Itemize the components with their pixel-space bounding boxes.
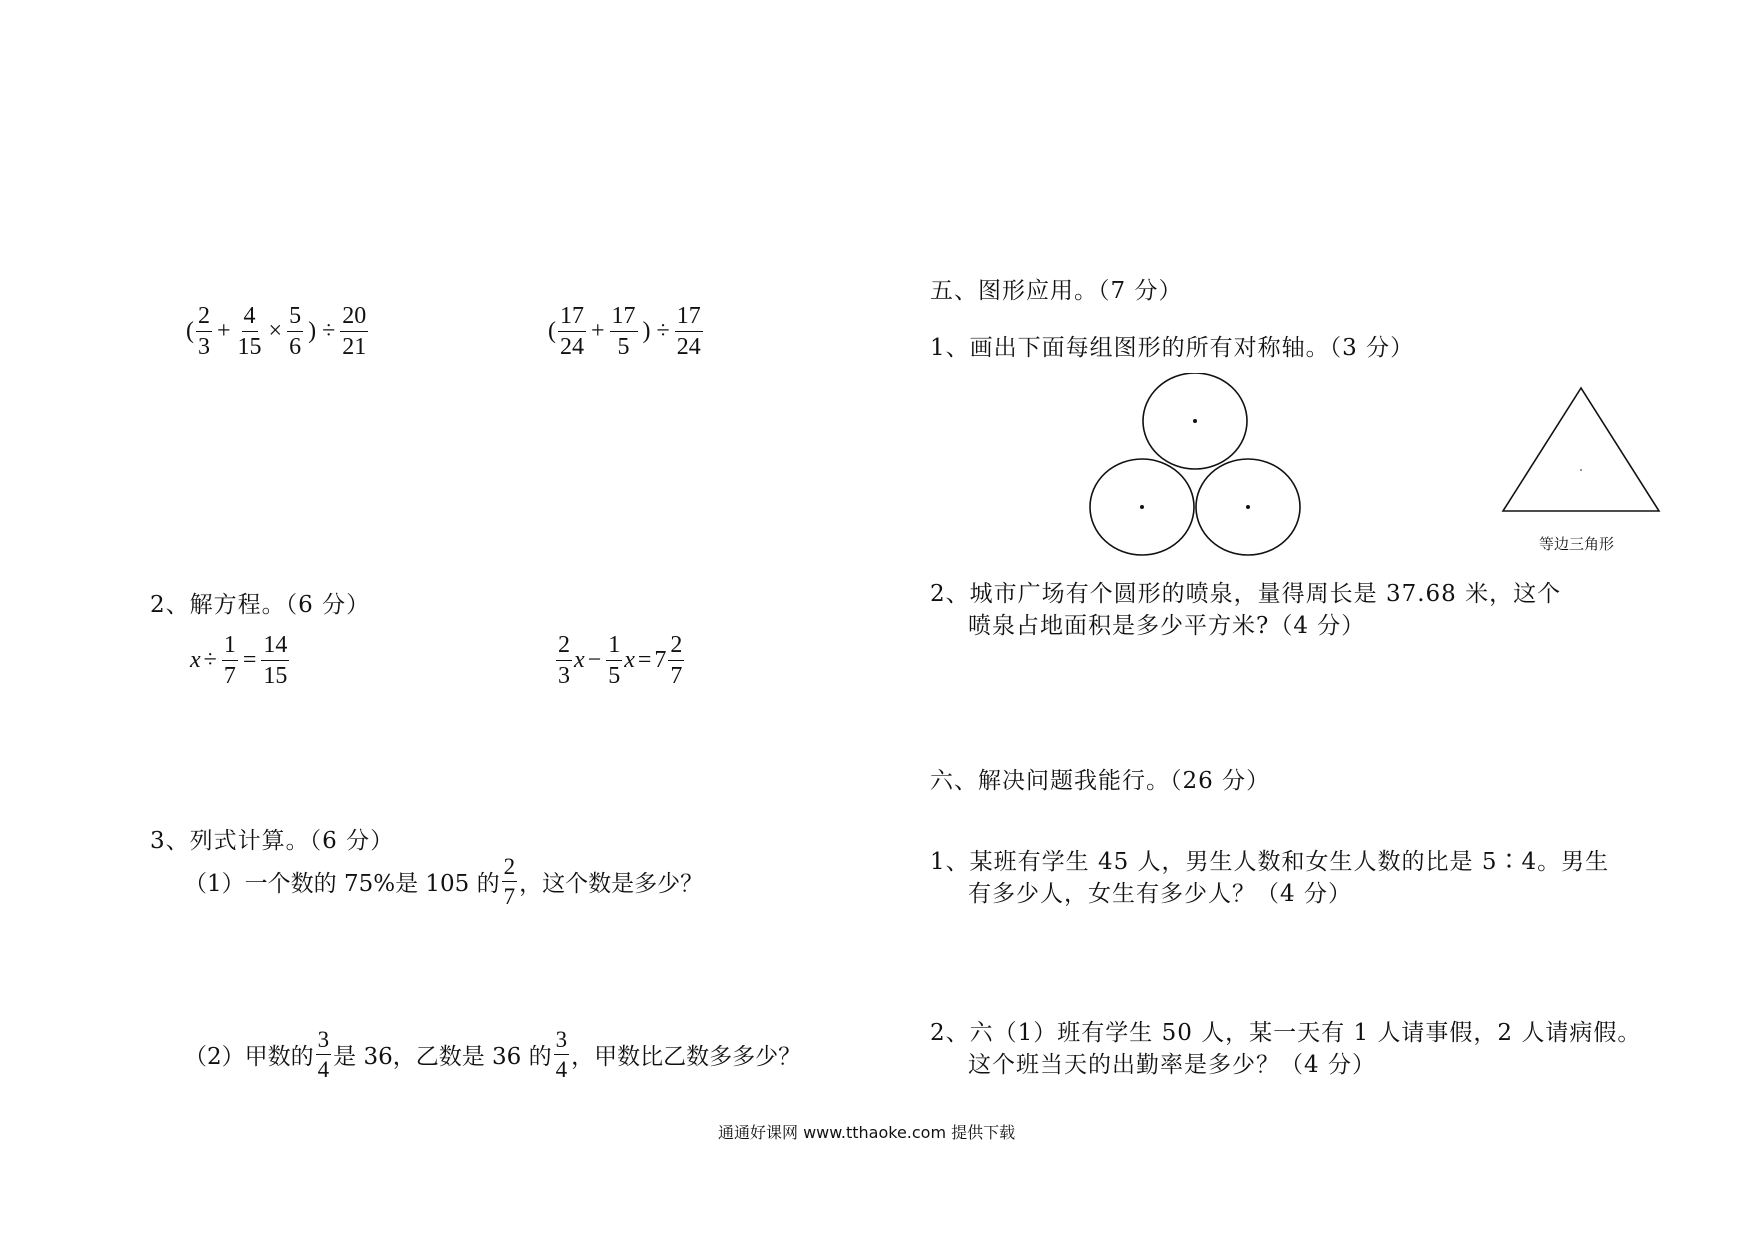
numerator: 17	[558, 304, 586, 332]
section6-title: 六、解决问题我能行。（26 分）	[930, 768, 1271, 794]
section5-title: 五、图形应用。（7 分）	[930, 278, 1183, 304]
question-text: 是 36，乙数是 36 的	[333, 1044, 552, 1070]
equation-2	[554, 633, 686, 688]
expression-2	[548, 304, 705, 359]
operator: ) ÷	[308, 318, 336, 344]
operator: =	[637, 647, 652, 673]
denominator: 24	[676, 334, 701, 360]
section6-question-1-line-2: 有多少人，女生有多少人？（4 分）	[968, 881, 1352, 907]
denominator: 6	[289, 334, 302, 360]
question-text: （1）一个数的 75%是 105 的	[184, 871, 500, 897]
numerator: 1	[222, 633, 238, 661]
fraction	[554, 1028, 570, 1081]
fraction	[236, 304, 264, 359]
operator: ) ÷	[642, 318, 670, 344]
fraction	[668, 633, 684, 688]
denominator: 15	[263, 663, 288, 689]
operator: +	[217, 318, 231, 344]
denominator: 7	[503, 884, 516, 909]
fraction	[610, 304, 638, 359]
denominator: 21	[342, 334, 367, 360]
question-text: ，甲数比乙数多多少？	[571, 1044, 802, 1070]
fraction	[502, 855, 518, 908]
paren: (	[186, 318, 194, 344]
denominator: 5	[608, 663, 621, 689]
question-text: （2）甲数的	[184, 1044, 314, 1070]
numerator: 4	[242, 304, 258, 332]
triangle-caption: 等边三角形	[1539, 535, 1615, 553]
triangle-shape	[1503, 388, 1659, 511]
denominator: 4	[555, 1057, 568, 1082]
numerator: 1	[606, 633, 622, 661]
section3-question-1	[184, 855, 703, 908]
equation-1	[190, 633, 291, 688]
center-dot	[1193, 419, 1197, 423]
question-text: ，这个数是多少？	[519, 871, 704, 897]
variable: x	[574, 647, 585, 673]
numerator: 3	[554, 1028, 570, 1055]
variable: x	[624, 647, 635, 673]
fraction	[287, 304, 303, 359]
denominator: 7	[670, 663, 683, 689]
fraction	[675, 304, 703, 359]
fraction	[606, 633, 622, 688]
numerator: 14	[261, 633, 289, 661]
section5-question-2-line-2: 喷泉占地面积是多少平方米?（4 分）	[968, 613, 1366, 639]
denominator: 24	[560, 334, 584, 360]
operator: ÷	[203, 647, 217, 673]
whole-number: 7	[654, 647, 667, 673]
center-dot	[1580, 469, 1582, 471]
denominator: 15	[237, 334, 262, 360]
fraction	[222, 633, 238, 688]
numerator: 5	[287, 304, 303, 332]
section6-question-1-line-1: 1、某班有学生 45 人，男生人数和女生人数的比是 5∶4。男生	[930, 849, 1610, 875]
fraction	[316, 1028, 332, 1081]
footer-credit: 通通好课网 www.tthaoke.com 提供下载	[718, 1123, 1016, 1142]
section3-question-2	[184, 1028, 801, 1081]
numerator: 17	[610, 304, 638, 332]
fraction	[340, 304, 368, 359]
denominator: 4	[317, 1057, 330, 1082]
variable: x	[190, 647, 201, 673]
denominator: 5	[617, 334, 630, 360]
center-dot	[1246, 505, 1250, 509]
expression-1	[186, 304, 370, 359]
numerator: 2	[196, 304, 212, 332]
three-circles-figure	[1085, 373, 1305, 558]
section5-question-2-line-1: 2、城市广场有个圆形的喷泉，量得周长是 37.68 米，这个	[930, 581, 1562, 607]
section2-title: 2、解方程。（6 分）	[150, 592, 371, 618]
operator: −	[587, 647, 602, 673]
center-dot	[1140, 505, 1144, 509]
numerator: 3	[316, 1028, 332, 1055]
numerator: 2	[668, 633, 684, 661]
paren: (	[548, 318, 556, 344]
numerator: 20	[340, 304, 368, 332]
numerator: 2	[556, 633, 572, 661]
fraction	[556, 633, 572, 688]
operator: =	[242, 647, 257, 673]
equilateral-triangle-figure	[1498, 384, 1664, 516]
section3-title: 3、列式计算。（6 分）	[150, 828, 395, 854]
numerator: 17	[675, 304, 703, 332]
fraction	[558, 304, 586, 359]
fraction	[261, 633, 289, 688]
denominator: 3	[558, 663, 570, 689]
section6-question-2-line-1: 2、六（1）班有学生 50 人，某一天有 1 人请事假，2 人请病假。	[930, 1020, 1642, 1046]
operator: ×	[268, 318, 283, 344]
denominator: 3	[198, 334, 210, 360]
section6-question-2-line-2: 这个班当天的出勤率是多少？（4 分）	[968, 1052, 1376, 1078]
section5-question-1: 1、画出下面每组图形的所有对称轴。（3 分）	[930, 335, 1415, 361]
numerator: 2	[502, 855, 518, 882]
denominator: 7	[223, 663, 236, 689]
operator: +	[591, 318, 605, 344]
fraction	[196, 304, 212, 359]
